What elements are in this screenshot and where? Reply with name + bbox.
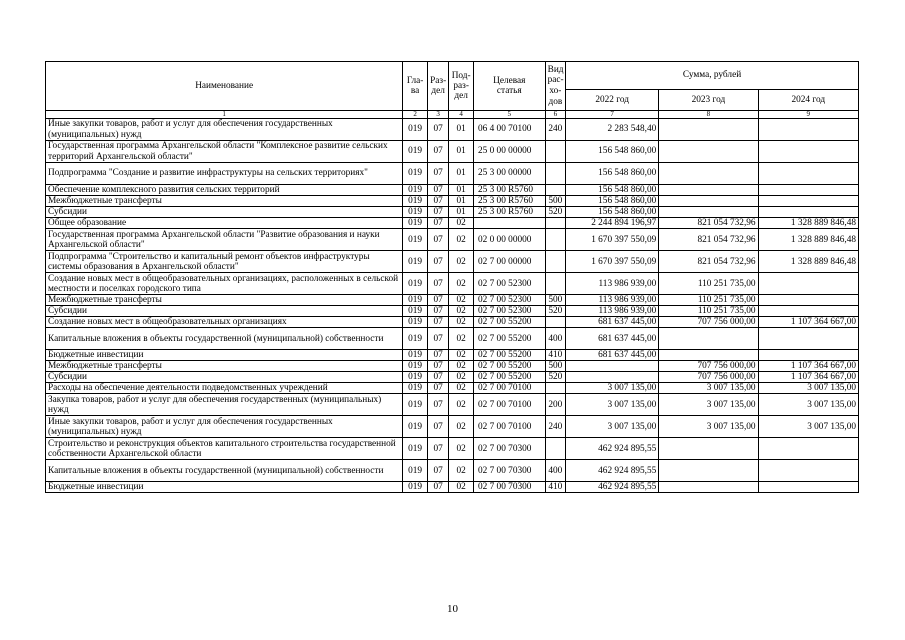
row-razdel: 07 xyxy=(427,141,449,163)
row-sum-2022: 3 007 135,00 xyxy=(566,394,659,416)
budget-table xyxy=(45,61,859,493)
row-razdel: 07 xyxy=(427,218,449,229)
row-vid-raskhodov: 240 xyxy=(545,416,565,438)
row-podrazdel: 02 xyxy=(449,273,474,295)
row-tselevaya-statya: 02 7 00 52300 xyxy=(473,295,545,306)
row-tselevaya-statya: 02 7 00 70300 xyxy=(473,460,545,482)
row-name: Иные закупки товаров, работ и услуг для обеспечения государственных (муниципальных) нужд xyxy=(46,416,403,438)
row-sum-2024: 3 007 135,00 xyxy=(758,416,858,438)
table-row xyxy=(46,141,859,163)
table-row xyxy=(46,361,859,372)
table-row xyxy=(46,295,859,306)
row-sum-2022: 681 637 445,00 xyxy=(566,350,659,361)
row-sum-2024 xyxy=(758,306,858,317)
col-number: 3 xyxy=(427,111,449,119)
table-row xyxy=(46,438,859,460)
row-tselevaya-statya: 02 7 00 55200 xyxy=(473,350,545,361)
row-vid-raskhodov xyxy=(545,438,565,460)
row-name: Субсидии xyxy=(46,207,403,218)
row-name: Подпрограмма "Строительство и капитальный ремонт объектов инфраструктуры системы образования в Архангельской области" xyxy=(46,251,403,273)
row-glava: 019 xyxy=(403,229,428,251)
table-row xyxy=(46,185,859,196)
row-tselevaya-statya: 06 4 00 70100 xyxy=(473,119,545,141)
row-glava: 019 xyxy=(403,460,428,482)
row-sum-2024 xyxy=(758,295,858,306)
row-razdel: 07 xyxy=(427,295,449,306)
row-glava: 019 xyxy=(403,295,428,306)
row-razdel: 07 xyxy=(427,273,449,295)
row-sum-2023: 707 756 000,00 xyxy=(659,317,758,328)
header-vid-raskhodov: Вид рас- хо- дов xyxy=(545,62,565,111)
row-tselevaya-statya: 02 7 00 55200 xyxy=(473,361,545,372)
row-razdel: 07 xyxy=(427,383,449,394)
row-vid-raskhodov: 500 xyxy=(545,196,565,207)
row-vid-raskhodov xyxy=(545,185,565,196)
row-podrazdel: 02 xyxy=(449,438,474,460)
table-row xyxy=(46,460,859,482)
row-glava: 019 xyxy=(403,207,428,218)
row-sum-2023: 707 756 000,00 xyxy=(659,372,758,383)
row-tselevaya-statya: 25 3 00 R5760 xyxy=(473,185,545,196)
row-glava: 019 xyxy=(403,251,428,273)
row-sum-2023: 821 054 732,96 xyxy=(659,218,758,229)
row-razdel: 07 xyxy=(427,361,449,372)
row-glava: 019 xyxy=(403,482,428,493)
row-name: Создание новых мест в общеобразовательных организациях, расположенных в сельской местности и поселках городского типа xyxy=(46,273,403,295)
table-row xyxy=(46,372,859,383)
row-sum-2024: 3 007 135,00 xyxy=(758,383,858,394)
table-row xyxy=(46,163,859,185)
row-razdel: 07 xyxy=(427,163,449,185)
row-vid-raskhodov xyxy=(545,218,565,229)
row-sum-2024 xyxy=(758,482,858,493)
header-podrazdel: Под- раз- дел xyxy=(449,62,474,111)
row-name: Межбюджетные трансферты xyxy=(46,196,403,207)
row-sum-2024 xyxy=(758,196,858,207)
row-sum-2024 xyxy=(758,350,858,361)
row-name: Создание новых мест в общеобразовательных организациях xyxy=(46,317,403,328)
row-podrazdel: 02 xyxy=(449,218,474,229)
col-number: 9 xyxy=(758,111,858,119)
row-sum-2022: 462 924 895,55 xyxy=(566,438,659,460)
header-year-2024: 2024 год xyxy=(758,90,858,111)
row-glava: 019 xyxy=(403,196,428,207)
table-row xyxy=(46,196,859,207)
col-number: 2 xyxy=(403,111,428,119)
row-razdel: 07 xyxy=(427,350,449,361)
table-row xyxy=(46,273,859,295)
row-name: Обеспечение комплексного развития сельских территорий xyxy=(46,185,403,196)
row-sum-2023: 3 007 135,00 xyxy=(659,394,758,416)
row-tselevaya-statya: 02 7 00 00000 xyxy=(473,251,545,273)
row-tselevaya-statya: 02 7 00 70100 xyxy=(473,394,545,416)
row-glava: 019 xyxy=(403,119,428,141)
row-sum-2024 xyxy=(758,207,858,218)
header-summa: Сумма, рублей xyxy=(566,62,859,90)
row-podrazdel: 02 xyxy=(449,251,474,273)
row-sum-2023 xyxy=(659,141,758,163)
row-sum-2023 xyxy=(659,482,758,493)
row-podrazdel: 02 xyxy=(449,394,474,416)
row-sum-2022: 113 986 939,00 xyxy=(566,273,659,295)
row-tselevaya-statya: 02 7 00 70100 xyxy=(473,416,545,438)
row-glava: 019 xyxy=(403,361,428,372)
row-vid-raskhodov: 520 xyxy=(545,306,565,317)
row-podrazdel: 01 xyxy=(449,141,474,163)
row-vid-raskhodov: 520 xyxy=(545,207,565,218)
row-sum-2024 xyxy=(758,460,858,482)
row-razdel: 07 xyxy=(427,251,449,273)
row-tselevaya-statya: 02 7 00 55200 xyxy=(473,328,545,350)
row-sum-2023: 110 251 735,00 xyxy=(659,306,758,317)
row-name: Строительство и реконструкция объектов капитального строительства государственной собственности Архангельской области xyxy=(46,438,403,460)
header-year-2022: 2022 год xyxy=(566,90,659,111)
row-vid-raskhodov xyxy=(545,251,565,273)
page-number: 10 xyxy=(447,603,458,615)
row-razdel: 07 xyxy=(427,317,449,328)
row-vid-raskhodov: 240 xyxy=(545,119,565,141)
row-sum-2022: 2 283 548,40 xyxy=(566,119,659,141)
row-vid-raskhodov xyxy=(545,317,565,328)
row-podrazdel: 02 xyxy=(449,350,474,361)
table-row xyxy=(46,207,859,218)
row-vid-raskhodov xyxy=(545,229,565,251)
row-tselevaya-statya xyxy=(473,218,545,229)
row-razdel: 07 xyxy=(427,196,449,207)
row-glava: 019 xyxy=(403,394,428,416)
row-sum-2023 xyxy=(659,350,758,361)
row-name: Межбюджетные трансферты xyxy=(46,361,403,372)
row-razdel: 07 xyxy=(427,328,449,350)
row-tselevaya-statya: 25 3 00 00000 xyxy=(473,163,545,185)
row-razdel: 07 xyxy=(427,438,449,460)
row-podrazdel: 02 xyxy=(449,482,474,493)
row-sum-2024: 1 107 364 667,00 xyxy=(758,361,858,372)
row-name: Подпрограмма "Создание и развитие инфраструктуры на сельских территориях" xyxy=(46,163,403,185)
row-glava: 019 xyxy=(403,350,428,361)
row-glava: 019 xyxy=(403,218,428,229)
row-razdel: 07 xyxy=(427,207,449,218)
row-name: Государственная программа Архангельской области "Развитие образования и науки Архангельской области" xyxy=(46,229,403,251)
row-sum-2023: 3 007 135,00 xyxy=(659,416,758,438)
header-name: Наименование xyxy=(46,62,403,111)
row-sum-2022: 156 548 860,00 xyxy=(566,185,659,196)
row-sum-2023: 110 251 735,00 xyxy=(659,295,758,306)
table-row xyxy=(46,306,859,317)
row-glava: 019 xyxy=(403,416,428,438)
table-row xyxy=(46,251,859,273)
table-row xyxy=(46,350,859,361)
row-razdel: 07 xyxy=(427,119,449,141)
row-tselevaya-statya: 02 7 00 52300 xyxy=(473,306,545,317)
row-sum-2022 xyxy=(566,372,659,383)
row-vid-raskhodov xyxy=(545,273,565,295)
table-row xyxy=(46,328,859,350)
row-tselevaya-statya: 02 7 00 55200 xyxy=(473,372,545,383)
row-tselevaya-statya: 02 7 00 70300 xyxy=(473,482,545,493)
row-vid-raskhodov: 400 xyxy=(545,460,565,482)
row-sum-2022 xyxy=(566,361,659,372)
row-razdel: 07 xyxy=(427,460,449,482)
col-number: 4 xyxy=(449,111,474,119)
row-vid-raskhodov: 410 xyxy=(545,350,565,361)
col-number: 6 xyxy=(545,111,565,119)
row-name: Закупка товаров, работ и услуг для обеспечения государственных (муниципальных) нужд xyxy=(46,394,403,416)
row-sum-2024: 1 328 889 846,48 xyxy=(758,251,858,273)
row-sum-2024 xyxy=(758,328,858,350)
row-razdel: 07 xyxy=(427,229,449,251)
row-sum-2022: 681 637 445,00 xyxy=(566,328,659,350)
row-vid-raskhodov: 500 xyxy=(545,361,565,372)
row-podrazdel: 01 xyxy=(449,207,474,218)
row-name: Капитальные вложения в объекты государственной (муниципальной) собственности xyxy=(46,328,403,350)
row-vid-raskhodov: 200 xyxy=(545,394,565,416)
row-sum-2022: 3 007 135,00 xyxy=(566,416,659,438)
row-sum-2024 xyxy=(758,438,858,460)
row-sum-2022: 113 986 939,00 xyxy=(566,295,659,306)
row-sum-2023: 3 007 135,00 xyxy=(659,383,758,394)
row-razdel: 07 xyxy=(427,482,449,493)
row-razdel: 07 xyxy=(427,416,449,438)
row-podrazdel: 01 xyxy=(449,119,474,141)
col-number: 7 xyxy=(566,111,659,119)
row-razdel: 07 xyxy=(427,394,449,416)
row-sum-2024: 3 007 135,00 xyxy=(758,394,858,416)
table-row xyxy=(46,218,859,229)
row-name: Бюджетные инвестиции xyxy=(46,350,403,361)
row-razdel: 07 xyxy=(427,185,449,196)
col-number: 8 xyxy=(659,111,758,119)
row-sum-2023 xyxy=(659,163,758,185)
row-sum-2022: 3 007 135,00 xyxy=(566,383,659,394)
row-name: Общее образование xyxy=(46,218,403,229)
row-sum-2023 xyxy=(659,438,758,460)
row-sum-2022: 156 548 860,00 xyxy=(566,207,659,218)
row-vid-raskhodov: 500 xyxy=(545,295,565,306)
row-podrazdel: 02 xyxy=(449,328,474,350)
table-row xyxy=(46,482,859,493)
row-name: Бюджетные инвестиции xyxy=(46,482,403,493)
row-glava: 019 xyxy=(403,383,428,394)
col-number: 5 xyxy=(473,111,545,119)
table-row xyxy=(46,394,859,416)
row-podrazdel: 01 xyxy=(449,196,474,207)
row-sum-2022: 681 637 445,00 xyxy=(566,317,659,328)
row-vid-raskhodov xyxy=(545,163,565,185)
row-tselevaya-statya: 25 3 00 R5760 xyxy=(473,196,545,207)
row-sum-2022: 462 924 895,55 xyxy=(566,482,659,493)
row-sum-2023: 110 251 735,00 xyxy=(659,273,758,295)
row-sum-2024 xyxy=(758,119,858,141)
row-sum-2024 xyxy=(758,163,858,185)
header-tselevaya-statya: Целевая статья xyxy=(473,62,545,111)
col-number: 1 xyxy=(46,111,403,119)
row-vid-raskhodov xyxy=(545,141,565,163)
table-row xyxy=(46,317,859,328)
row-podrazdel: 02 xyxy=(449,460,474,482)
row-vid-raskhodov: 410 xyxy=(545,482,565,493)
row-podrazdel: 02 xyxy=(449,372,474,383)
row-vid-raskhodov: 400 xyxy=(545,328,565,350)
row-sum-2022: 1 670 397 550,09 xyxy=(566,229,659,251)
row-name: Капитальные вложения в объекты государственной (муниципальной) собственности xyxy=(46,460,403,482)
row-glava: 019 xyxy=(403,163,428,185)
row-sum-2022: 156 548 860,00 xyxy=(566,163,659,185)
row-podrazdel: 02 xyxy=(449,361,474,372)
table-row xyxy=(46,416,859,438)
row-glava: 019 xyxy=(403,185,428,196)
row-glava: 019 xyxy=(403,438,428,460)
row-sum-2024: 1 107 364 667,00 xyxy=(758,317,858,328)
row-podrazdel: 01 xyxy=(449,185,474,196)
row-sum-2023 xyxy=(659,119,758,141)
row-podrazdel: 02 xyxy=(449,383,474,394)
row-sum-2023 xyxy=(659,196,758,207)
row-vid-raskhodov: 520 xyxy=(545,372,565,383)
row-glava: 019 xyxy=(403,273,428,295)
column-number-row xyxy=(46,111,859,119)
row-name: Субсидии xyxy=(46,372,403,383)
row-tselevaya-statya: 25 3 00 R5760 xyxy=(473,207,545,218)
row-glava: 019 xyxy=(403,328,428,350)
row-tselevaya-statya: 02 7 00 70300 xyxy=(473,438,545,460)
table-row xyxy=(46,229,859,251)
row-sum-2024: 1 328 889 846,48 xyxy=(758,229,858,251)
row-sum-2022: 2 244 894 196,97 xyxy=(566,218,659,229)
row-glava: 019 xyxy=(403,317,428,328)
row-sum-2023 xyxy=(659,185,758,196)
header-glava: Гла- ва xyxy=(403,62,428,111)
table-row xyxy=(46,383,859,394)
row-sum-2024: 1 107 364 667,00 xyxy=(758,372,858,383)
row-sum-2022: 113 986 939,00 xyxy=(566,306,659,317)
row-name: Межбюджетные трансферты xyxy=(46,295,403,306)
row-podrazdel: 02 xyxy=(449,295,474,306)
row-razdel: 07 xyxy=(427,372,449,383)
row-name: Иные закупки товаров, работ и услуг для обеспечения государственных (муниципальных) нужд xyxy=(46,119,403,141)
row-tselevaya-statya: 02 0 00 00000 xyxy=(473,229,545,251)
header-year-2023: 2023 год xyxy=(659,90,758,111)
row-glava: 019 xyxy=(403,372,428,383)
row-glava: 019 xyxy=(403,306,428,317)
header-razdel: Раз- дел xyxy=(427,62,449,111)
row-razdel: 07 xyxy=(427,306,449,317)
row-sum-2024 xyxy=(758,185,858,196)
row-podrazdel: 02 xyxy=(449,317,474,328)
row-sum-2022: 156 548 860,00 xyxy=(566,141,659,163)
row-sum-2023: 821 054 732,96 xyxy=(659,229,758,251)
row-sum-2024 xyxy=(758,273,858,295)
row-tselevaya-statya: 02 7 00 55200 xyxy=(473,317,545,328)
row-vid-raskhodov xyxy=(545,383,565,394)
row-sum-2022: 1 670 397 550,09 xyxy=(566,251,659,273)
row-tselevaya-statya: 25 0 00 00000 xyxy=(473,141,545,163)
row-sum-2023 xyxy=(659,207,758,218)
table-row xyxy=(46,119,859,141)
row-name: Субсидии xyxy=(46,306,403,317)
row-sum-2022: 156 548 860,00 xyxy=(566,196,659,207)
row-sum-2022: 462 924 895,55 xyxy=(566,460,659,482)
row-sum-2023: 707 756 000,00 xyxy=(659,361,758,372)
row-sum-2024 xyxy=(758,141,858,163)
row-podrazdel: 02 xyxy=(449,306,474,317)
row-sum-2024: 1 328 889 846,48 xyxy=(758,218,858,229)
row-sum-2023 xyxy=(659,460,758,482)
row-glava: 019 xyxy=(403,141,428,163)
row-name: Расходы на обеспечение деятельности подведомственных учреждений xyxy=(46,383,403,394)
row-tselevaya-statya: 02 7 00 70100 xyxy=(473,383,545,394)
row-podrazdel: 01 xyxy=(449,163,474,185)
row-tselevaya-statya: 02 7 00 52300 xyxy=(473,273,545,295)
row-podrazdel: 02 xyxy=(449,229,474,251)
row-sum-2023: 821 054 732,96 xyxy=(659,251,758,273)
row-name: Государственная программа Архангельской области "Комплексное развитие сельских территорий Архангельской области" xyxy=(46,141,403,163)
row-podrazdel: 02 xyxy=(449,416,474,438)
row-sum-2023 xyxy=(659,328,758,350)
